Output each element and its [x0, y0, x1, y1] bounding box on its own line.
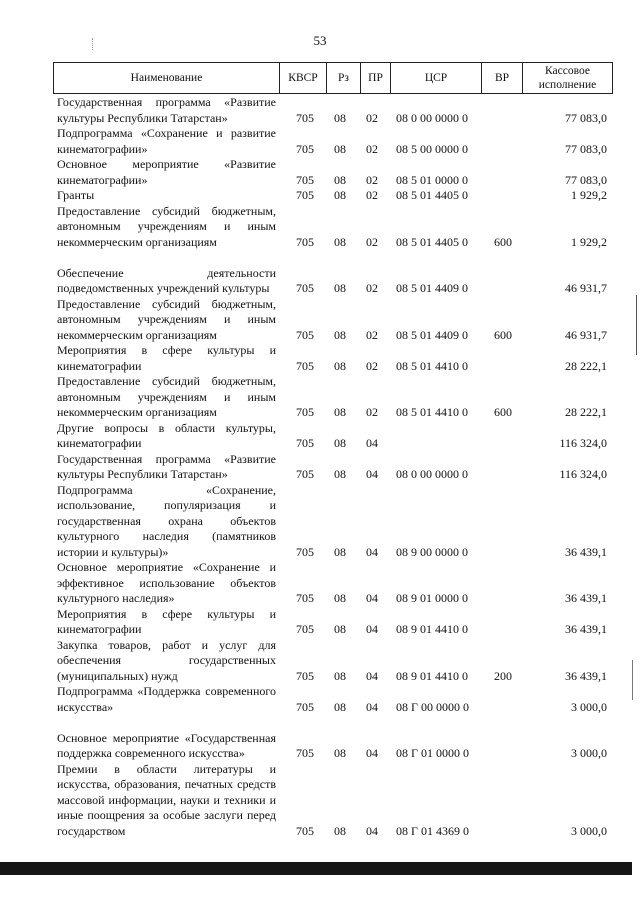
- row-csr: 08 Г 00 0000 0: [396, 699, 469, 714]
- header-name: Наименование: [54, 63, 280, 93]
- row-pr: 02: [366, 234, 378, 249]
- row-vr: 600: [494, 327, 512, 342]
- row-kvsr: 705: [296, 141, 314, 156]
- row-rz: 08: [334, 234, 346, 249]
- row-sum: 36 439,1: [565, 591, 607, 605]
- row-name: Гранты: [57, 188, 95, 202]
- row-name: Другие вопросы в области культуры, кинематографии: [57, 420, 276, 450]
- row-rz: 08: [334, 327, 346, 342]
- row-pr: 02: [366, 172, 378, 187]
- row-csr: 08 5 01 4410 0: [396, 358, 468, 373]
- table-row: [0, 95, 640, 126]
- row-sum: 3 000,0: [571, 699, 607, 714]
- row-vr: 200: [494, 668, 512, 683]
- row-kvsr: 705: [296, 544, 314, 559]
- table-row: [0, 157, 640, 188]
- row-kvsr: 705: [296, 467, 314, 481]
- table-row: [0, 374, 640, 421]
- row-csr: 08 5 00 0000 0: [396, 141, 468, 156]
- row-csr: 08 9 01 4410 0: [396, 668, 468, 683]
- table-row: [0, 715, 640, 762]
- table-row: [0, 421, 640, 452]
- row-pr: 02: [366, 405, 378, 419]
- row-kvsr: 705: [296, 172, 314, 187]
- row-name: Предоставление субсидий бюджетным, автономным учреждениям и иным некоммерческим организациям: [57, 203, 276, 249]
- row-sum: 77 083,0: [565, 141, 607, 156]
- row-name: Основное мероприятие «Развитие кинематографии»: [57, 157, 276, 187]
- row-rz: 08: [334, 591, 346, 605]
- row-rz: 08: [334, 358, 346, 373]
- row-pr: 02: [366, 327, 378, 342]
- row-kvsr: 705: [296, 746, 314, 760]
- row-kvsr: 705: [296, 668, 314, 683]
- row-kvsr: 705: [296, 591, 314, 605]
- row-sum: 77 083,0: [565, 110, 607, 125]
- table-row: [0, 204, 640, 251]
- row-pr: 04: [366, 823, 378, 838]
- header-vr: ВР: [482, 63, 523, 93]
- row-name: Государственная программа «Развитие культуры Республики Татарстан»: [57, 95, 276, 125]
- row-csr: 08 5 01 4405 0: [396, 234, 468, 249]
- row-sum: 28 222,1: [565, 358, 607, 373]
- row-rz: 08: [334, 544, 346, 559]
- header-csr: ЦСР: [391, 63, 482, 93]
- row-kvsr: 705: [296, 405, 314, 419]
- row-kvsr: 705: [296, 699, 314, 714]
- row-pr: 02: [366, 141, 378, 156]
- row-name: Обеспечение деятельности подведомственных учреждений культуры: [57, 265, 276, 295]
- row-kvsr: 705: [296, 281, 314, 295]
- row-rz: 08: [334, 110, 346, 125]
- row-csr: 08 0 00 0000 0: [396, 467, 468, 481]
- scan-artifact: [92, 38, 94, 50]
- row-csr: 08 9 01 0000 0: [396, 591, 468, 605]
- page-number: 53: [313, 33, 327, 48]
- table-row: [0, 297, 640, 344]
- row-sum: 3 000,0: [571, 746, 607, 760]
- row-rz: 08: [334, 405, 346, 419]
- row-sum: 3 000,0: [571, 823, 607, 838]
- table-row: [0, 762, 640, 840]
- row-pr: 04: [366, 591, 378, 605]
- row-rz: 08: [334, 281, 346, 295]
- row-kvsr: 705: [296, 188, 314, 202]
- row-vr: 600: [494, 234, 512, 249]
- row-rz: 08: [334, 699, 346, 714]
- table-row: [0, 607, 640, 638]
- row-name: Мероприятия в сфере культуры и кинематографии: [57, 606, 276, 636]
- header-sum: [523, 63, 612, 93]
- row-kvsr: 705: [296, 110, 314, 125]
- table-row: [0, 250, 640, 297]
- row-rz: 08: [334, 141, 346, 156]
- row-pr: 02: [366, 188, 378, 202]
- row-rz: 08: [334, 188, 346, 202]
- row-rz: 08: [334, 622, 346, 636]
- row-csr: 08 Г 01 0000 0: [396, 746, 469, 760]
- row-name: Подпрограмма «Сохранение, использование, популяризация и государственная охрана объектов культурного наследия (памятников истории и культуры)»: [57, 482, 276, 559]
- row-csr: 08 0 00 0000 0: [396, 110, 468, 125]
- row-kvsr: 705: [296, 327, 314, 342]
- scan-artifact: [636, 295, 637, 355]
- row-rz: 08: [334, 436, 346, 450]
- table-row: [0, 560, 640, 607]
- row-name: Закупка товаров, работ и услуг для обеспечения государственных (муниципальных) нужд: [57, 637, 276, 683]
- row-pr: 02: [366, 281, 378, 295]
- row-pr: 04: [366, 544, 378, 559]
- table-row: [0, 343, 640, 374]
- row-csr: 08 5 01 4409 0: [396, 327, 468, 342]
- table-row: [0, 126, 640, 157]
- row-rz: 08: [334, 668, 346, 683]
- row-csr: 08 Г 01 4369 0: [396, 823, 469, 838]
- row-csr: 08 5 01 4410 0: [396, 405, 468, 419]
- scan-artifact: [632, 660, 633, 700]
- row-sum: 116 324,0: [559, 467, 607, 481]
- row-sum: 1 929,2: [571, 234, 607, 249]
- row-name: Мероприятия в сфере культуры и кинематографии: [57, 343, 276, 373]
- row-csr: 08 5 01 4405 0: [396, 188, 468, 202]
- row-name: Предоставление субсидий бюджетным, автономным учреждениям и иным некоммерческим организациям: [57, 296, 276, 342]
- row-pr: 04: [366, 436, 378, 450]
- header-kvsr: КВСР: [280, 63, 327, 93]
- row-csr: 08 5 01 0000 0: [396, 172, 468, 187]
- row-sum: 46 931,7: [565, 281, 607, 295]
- row-csr: 08 9 01 4410 0: [396, 622, 468, 636]
- row-rz: 08: [334, 746, 346, 760]
- table-row: [0, 684, 640, 715]
- row-name: Премии в области литературы и искусства, образования, печатных средств массовой информации, науки и техники и иные поощрения за особые заслуги перед государством: [57, 761, 276, 838]
- row-name: Подпрограмма «Поддержка современного искусства»: [57, 684, 276, 714]
- row-kvsr: 705: [296, 234, 314, 249]
- row-name: Подпрограмма «Сохранение и развитие кинематографии»: [57, 126, 276, 156]
- row-sum: 116 324,0: [559, 436, 607, 450]
- row-pr: 02: [366, 110, 378, 125]
- table-body: [0, 95, 640, 839]
- row-name: Предоставление субсидий бюджетным, автономным учреждениям и иным некоммерческим организациям: [57, 374, 276, 419]
- header-sum-line2: исполнение: [538, 79, 597, 91]
- row-sum: 77 083,0: [565, 172, 607, 187]
- scan-bottom-edge: [0, 862, 632, 875]
- table-row: [0, 452, 640, 483]
- row-kvsr: 705: [296, 358, 314, 373]
- header-pr: ПР: [361, 63, 391, 93]
- row-name: Основное мероприятие «Государственная поддержка современного искусства»: [57, 730, 276, 760]
- row-rz: 08: [334, 172, 346, 187]
- row-kvsr: 705: [296, 823, 314, 838]
- table-row: [0, 188, 640, 204]
- row-kvsr: 705: [296, 622, 314, 636]
- table-row: [0, 483, 640, 561]
- row-sum: 36 439,1: [565, 668, 607, 683]
- row-pr: 04: [366, 668, 378, 683]
- header-sum-line1: Кассовое: [545, 65, 590, 77]
- row-csr: 08 5 01 4409 0: [396, 281, 468, 295]
- row-name: Основное мероприятие «Сохранение и эффективное использование объектов культурного наследия»: [57, 560, 276, 605]
- row-pr: 02: [366, 358, 378, 373]
- row-pr: 04: [366, 467, 378, 481]
- row-sum: 1 929,2: [571, 188, 607, 202]
- row-sum: 36 439,1: [565, 544, 607, 559]
- row-pr: 04: [366, 622, 378, 636]
- header-rz: Рз: [327, 63, 361, 93]
- row-sum: 28 222,1: [565, 405, 607, 419]
- row-pr: 04: [366, 746, 378, 760]
- table-header: [53, 62, 613, 94]
- row-rz: 08: [334, 467, 346, 481]
- row-pr: 04: [366, 699, 378, 714]
- row-name: Государственная программа «Развитие культуры Республики Татарстан»: [57, 451, 276, 481]
- row-csr: 08 9 00 0000 0: [396, 544, 468, 559]
- row-vr: 600: [494, 405, 512, 419]
- row-rz: 08: [334, 823, 346, 838]
- row-sum: 36 439,1: [565, 622, 607, 636]
- row-sum: 46 931,7: [565, 327, 607, 342]
- row-kvsr: 705: [296, 436, 314, 450]
- table-row: [0, 638, 640, 685]
